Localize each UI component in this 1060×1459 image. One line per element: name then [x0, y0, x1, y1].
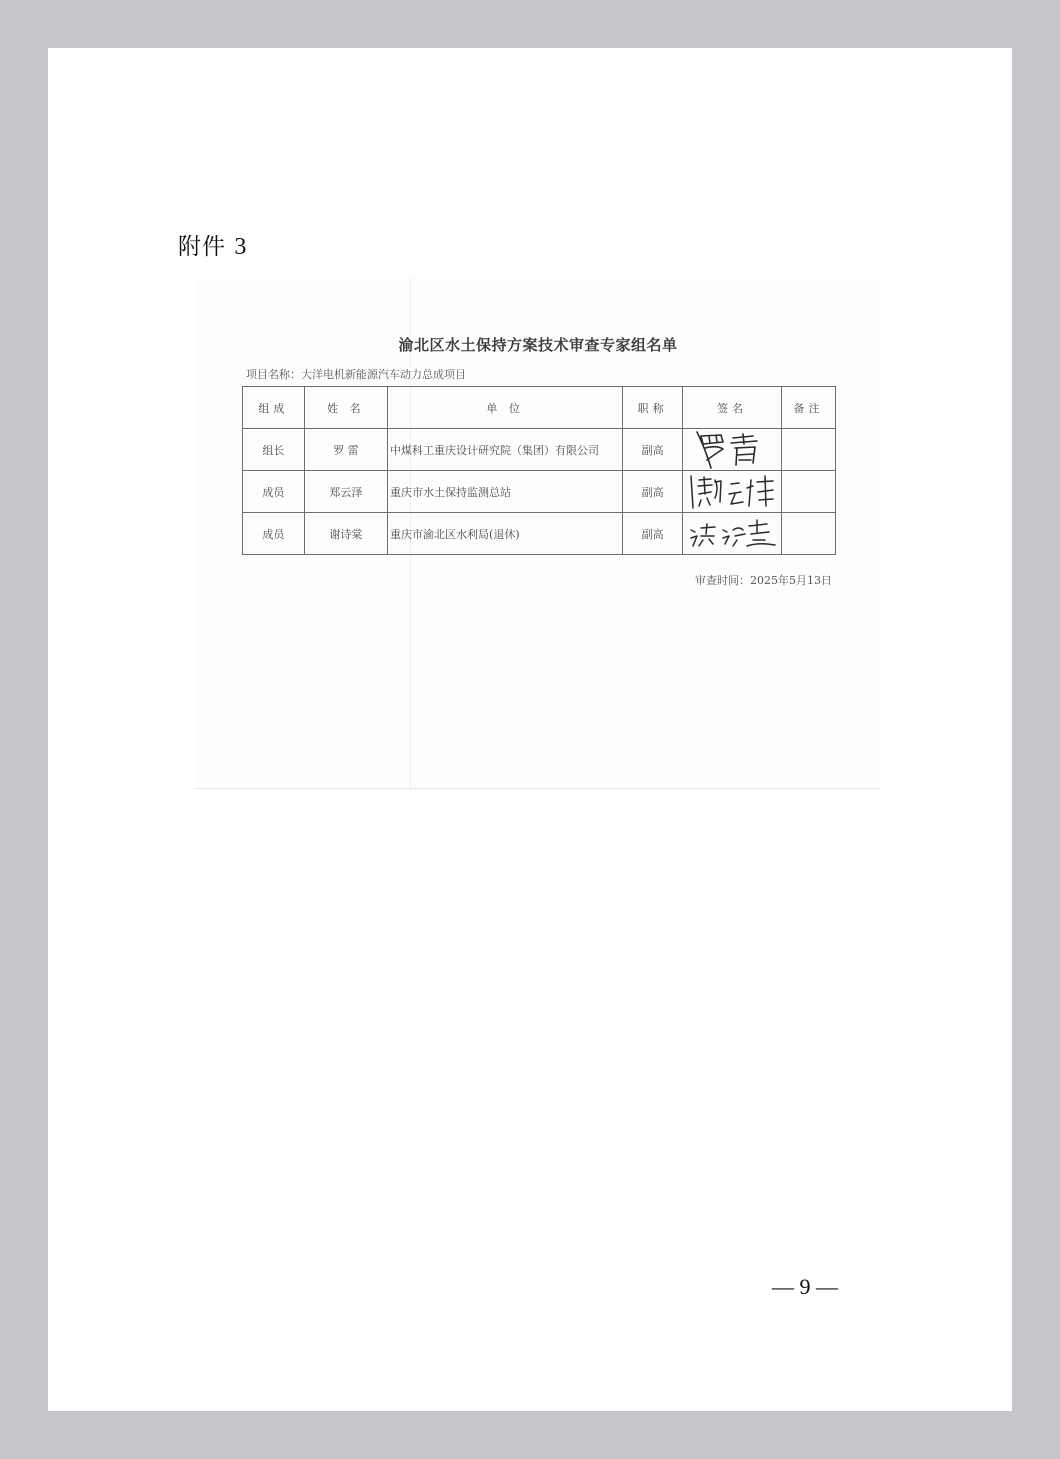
header-remark: 备注 — [781, 387, 835, 429]
cell-title: 副高 — [623, 513, 683, 555]
scanned-expert-list — [196, 278, 880, 789]
header-signature: 签名 — [683, 387, 782, 429]
cell-name: 谢诗棠 — [304, 513, 387, 555]
cell-signature — [683, 429, 782, 471]
expert-table — [242, 386, 836, 555]
table-header-row — [243, 387, 836, 429]
attachment-heading — [178, 228, 247, 261]
cell-signature — [683, 513, 782, 555]
cell-unit: 重庆市渝北区水利局(退休) — [388, 513, 623, 555]
project-name: 项目名称：大洋电机新能源汽车动力总成项目 — [246, 368, 466, 381]
cell-remark — [781, 429, 835, 471]
handwritten-signature — [687, 430, 777, 470]
cell-remark — [781, 513, 835, 555]
cell-name: 罗 雷 — [304, 429, 387, 471]
header-title: 职称 — [623, 387, 683, 429]
table-row — [243, 513, 836, 555]
handwritten-signature — [687, 472, 777, 512]
attachment-number: 3 — [234, 234, 248, 260]
table-row — [243, 471, 836, 513]
header-name: 姓 名 — [304, 387, 387, 429]
page-number: — 9 — — [772, 1274, 838, 1299]
document-page — [48, 48, 1012, 1411]
handwritten-signature — [687, 514, 777, 554]
cell-role: 成员 — [243, 471, 305, 513]
cell-role: 成员 — [243, 513, 305, 555]
cell-signature — [683, 471, 782, 513]
cell-unit: 中煤科工重庆设计研究院（集团）有限公司 — [388, 429, 623, 471]
doc-title: 渝北区水土保持方案技术审查专家组名单 — [398, 336, 678, 354]
table-row — [243, 429, 836, 471]
header-unit: 单 位 — [388, 387, 623, 429]
attachment-label: 附件 — [178, 234, 226, 260]
review-date: 审查时间：2025年5月13日 — [695, 574, 832, 587]
header-role: 组成 — [243, 387, 305, 429]
cell-title: 副高 — [623, 429, 683, 471]
cell-title: 副高 — [623, 471, 683, 513]
cell-name: 郑云泽 — [304, 471, 387, 513]
cell-role: 组长 — [243, 429, 305, 471]
cell-remark — [781, 471, 835, 513]
cell-unit: 重庆市水土保持监测总站 — [388, 471, 623, 513]
